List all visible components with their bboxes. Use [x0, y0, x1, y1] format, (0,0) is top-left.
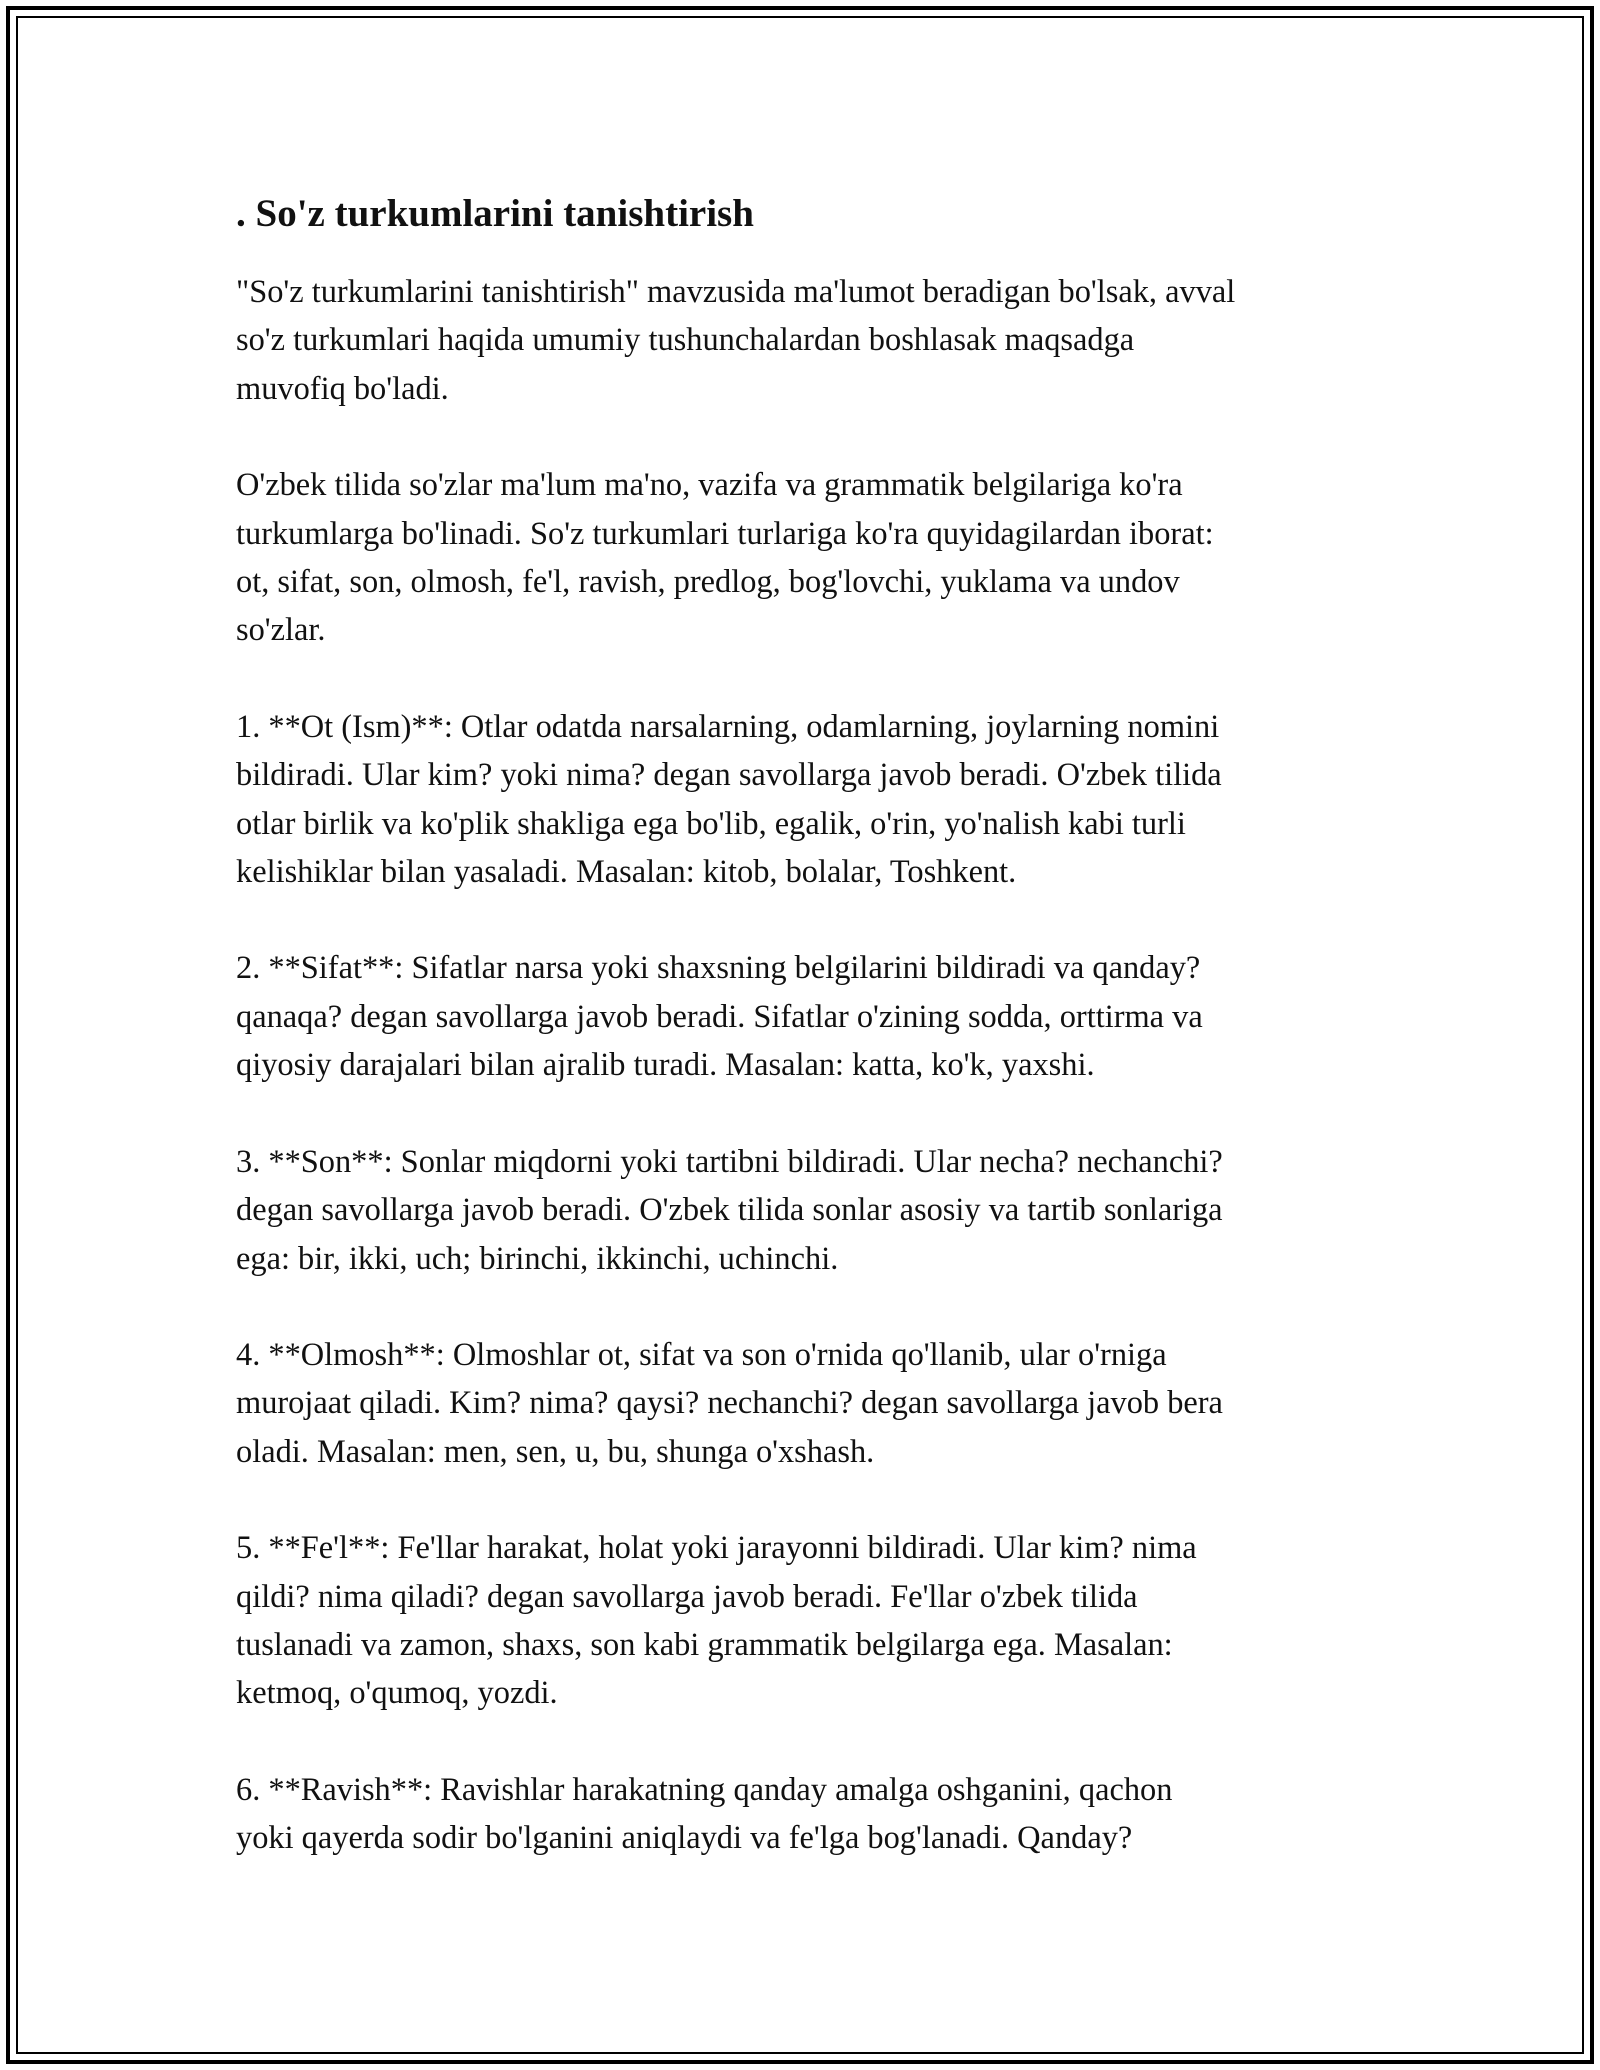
paragraph-intro: "So'z turkumlarini tanishtirish" mavzusida ma'lumot beradigan bo'lsak, avval so'z turkumlari haqida umumiy tushunchalardan boshlasak maqsadga muvofiq bo'ladi.: [236, 274, 1236, 407]
paragraph-son: 3. **Son**: Sonlar miqdorni yoki tartibni bildiradi. Ular necha? nechanchi? degan savollarga javob beradi. O'zbek tilida sonlar asosiy va tartib sonlariga ega: bir, ikki, uch; birinchi, ikkinchi, uchinchi.: [236, 1143, 1223, 1277]
paragraph-fel: 5. **Fe'l**: Fe'llar harakat, holat yoki jarayonni bildiradi. Ular kim? nima qildi? nima qiladi? degan savollarga javob beradi. Fe'llar o'zbek tilida tuslanadi va zamon, shaxs, son kabi grammatik belgilarga ega. Masalan: ketmoq, o'qumoq, yozdi.: [236, 1530, 1197, 1712]
paragraph-ot: 1. **Ot (Ism)**: Otlar odatda narsalarning, odamlarning, joylarning nomini bildiradi. Ular kim? yoki nima? degan savollarga javob beradi. O'zbek tilida otlar birlik va ko'plik shakliga ega bo'lib, egalik, o'rin, yo'nalish kabi turli kelishiklar bilan yasaladi. Masalan: kitob, bolalar, Toshkent.: [236, 708, 1222, 891]
paragraph-sifat: 2. **Sifat**: Sifatlar narsa yoki shaxsning belgilarini bildiradi va qanday? qanaqa? degan savollarga javob beradi. Sifatlar o'zining sodda, orttirma va qiyosiy darajalari bilan ajralib turadi. Masalan: katta, ko'k, yaxshi.: [236, 950, 1203, 1084]
document-body: [236, 186, 1396, 1863]
paragraph-ravish: 6. **Ravish**: Ravishlar harakatning qanday amalga oshganini, qachon yoki qayerda sodir bo'lganini aniqlaydi va fe'lga bog'lanadi. Qanday?: [236, 1771, 1173, 1857]
document-title: . So'z turkumlarini tanishtirish: [236, 192, 754, 235]
paragraph-olmosh: 4. **Olmosh**: Olmoshlar ot, sifat va son o'rnida qo'llanib, ular o'rniga murojaat qiladi. Kim? nima? qaysi? nechanchi? degan savollarga javob bera oladi. Masalan: men, sen, u, bu, shunga o'xshash.: [236, 1336, 1223, 1470]
paragraph-overview: O'zbek tilida so'zlar ma'lum ma'no, vazifa va grammatik belgilariga ko'ra turkumlarga bo'linadi. So'z turkumlari turlariga ko'ra quyidagilardan iborat: ot, sifat, son, olmosh, fe'l, ravish, predlog, bog'lovchi, yuklama va undov so'zlar.: [236, 467, 1214, 649]
